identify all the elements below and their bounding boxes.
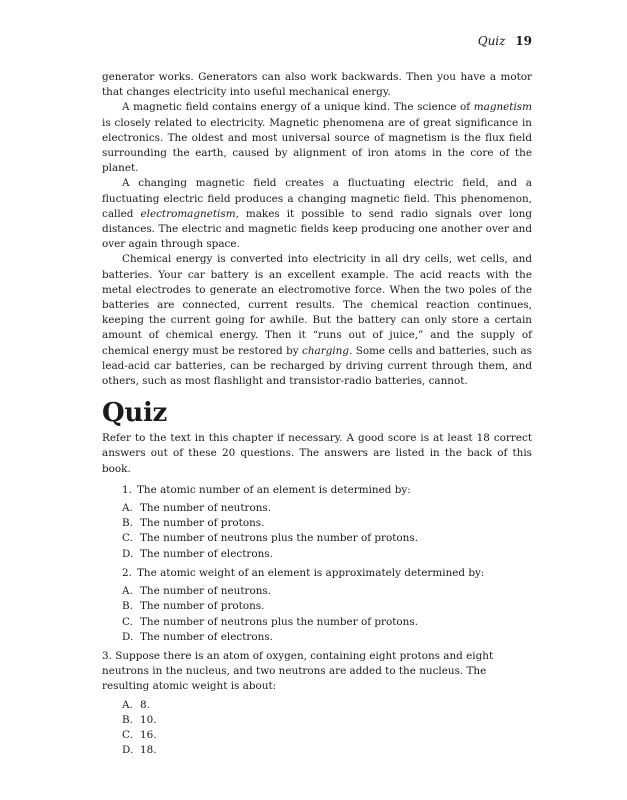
quiz-question-3 (102, 649, 532, 758)
question-number: 3. (102, 649, 112, 662)
answer-option-c: C. The number of neutrons plus the number of protons. (122, 532, 419, 545)
quiz-intro: Refer to the text in this chapter if necessary. A good score is at least 18 correct answers out of these 20 questions. The answers are listed in the back of this book. (102, 432, 532, 475)
term-electromagnetism: electromagnetism (140, 207, 236, 220)
answer-option-c: C. The number of neutrons plus the number of protons. (122, 615, 419, 628)
paragraph-magnetism: A magnetic field contains energy of a unique kind. The science of magnetism is closely related to electricity. Magnetic phenomena are of great significance in electronics. The oldest and most universal source of magnetism is the flux field surrounding the earth, caused by alignment of iron atoms in the core of the planet. (102, 101, 532, 175)
answer-option-b: B. The number of protons. (122, 600, 265, 613)
section-title: Quiz (477, 34, 506, 48)
question-text: The atomic weight of an element is approximately determined by: (137, 566, 485, 579)
answer-option-a: A. The number of neutrons. (122, 585, 272, 598)
answer-option-d: D. The number of electrons. (122, 630, 273, 643)
answer-option-a: A. 8. (122, 698, 150, 711)
answer-options (102, 698, 532, 759)
question-text: The atomic number of an element is determined by: (137, 483, 411, 496)
quiz-question-2 (102, 566, 532, 645)
term-magnetism: magnetism (473, 101, 532, 114)
answer-options (102, 501, 532, 562)
answer-option-b: B. The number of protons. (122, 517, 265, 530)
page-body (102, 70, 532, 762)
quiz-heading: Quiz (102, 398, 167, 429)
answer-option-d: D. 18. (122, 744, 157, 757)
running-head (478, 34, 532, 48)
paragraph-chemical-energy: Chemical energy is converted into electricity in all dry cells, wet cells, and batteries. Your car battery is an excellent example. The acid reacts with the metal electrodes to generate an electromotive force. When the two poles of the batteries are connected, current results. The chemical reaction continues, keeping the current going for awhile. But the battery can only store a certain amount of chemical energy. Then it “runs out of juice,” and the supply of chemical energy must be restored by charging. Some cells and batteries, such as lead-acid car batteries, can be recharged by driving current through them, and others, such as most flashlight and transistor-radio batteries, cannot. (102, 253, 532, 388)
question-text: Suppose there is an atom of oxygen, containing eight protons and eight neutrons in the nucleus, and two neutrons are added to the nucleus. The resulting atomic weight is about: (102, 649, 494, 693)
answer-option-d: D. The number of electrons. (122, 547, 273, 560)
answer-option-b: B. 10. (122, 713, 157, 726)
answer-option-c: C. 16. (122, 728, 157, 741)
paragraph-continuation: generator works. Generators can also work backwards. Then you have a motor that changes electricity into useful mechanical energy. (102, 71, 532, 99)
answer-option-a: A. The number of neutrons. (122, 502, 272, 515)
quiz-question-1 (102, 483, 532, 562)
question-number: 2. (122, 566, 132, 579)
question-number: 1. (122, 483, 132, 496)
term-charging: charging (302, 344, 350, 357)
answer-options (102, 584, 532, 645)
paragraph-electromagnetism: A changing magnetic field creates a fluctuating electric field, and a fluctuating electric field produces a changing magnetic field. This phenomenon, called electromagnetism, makes it possible to send radio signals over long distances. The electric and magnetic fields keep producing one another over and over again through space. (102, 177, 532, 251)
page-number: 19 (515, 34, 532, 48)
